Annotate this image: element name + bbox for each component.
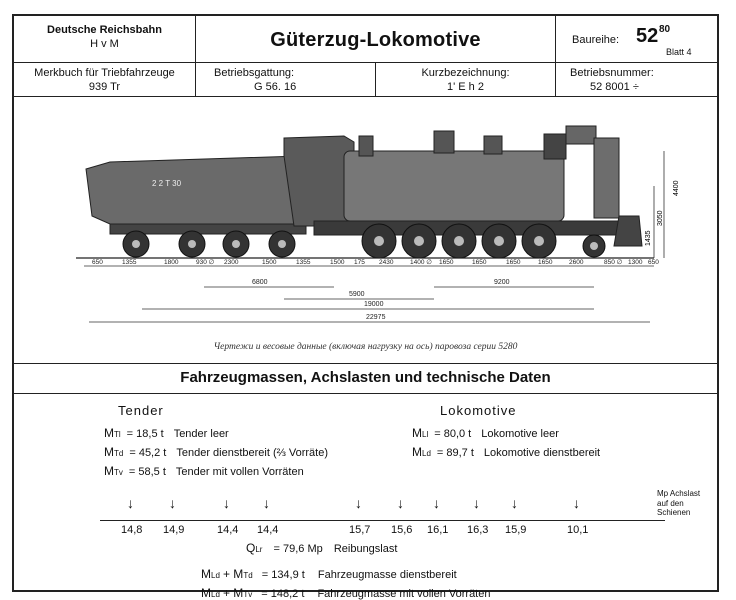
org-cell [14,16,196,63]
tender-mass-symbol: M [104,464,114,478]
dienstbereit-row [201,567,457,581]
height-dim-gauge: 1435 [645,230,652,246]
dienst-lhs: M [201,567,211,581]
header-row [14,16,717,63]
tender-mass-symbol: M [104,445,114,459]
lok-mass-sub: Ll [422,430,429,439]
bottom-dim-label: 1500 [262,259,277,266]
voll-lhs: M [201,586,211,600]
axle-load-value: 15,6 [391,524,413,536]
voll-plus: + M [222,586,244,600]
axle-arrow: ↓ [355,495,362,511]
tender-mass-value: = 45,2 t [129,447,167,459]
bottom-dim-label: 1650 [506,259,521,266]
kurz-cell [376,63,556,97]
tender-mass-sub: Td [114,449,124,458]
gattung-cell [196,63,376,97]
nummer-cell [556,63,717,97]
bottom-dim-label: 2300 [224,259,239,266]
axle-arrow: ↓ [127,495,134,511]
axle-label-3: Schienen [657,508,691,517]
lok-heading: Lokomotive [440,403,517,418]
dienst-value: = 134,9 t [261,569,305,581]
lok-mass-row [412,426,559,440]
tender-mass-value: = 58,5 t [128,466,166,478]
merkbuch-value: 939 Tr [88,81,121,93]
bottom-dim-label: 650 [92,259,103,266]
axle-load-label [657,489,700,518]
merkbuch-label: Merkbuch für Triebfahrzeuge [34,67,175,79]
reibung-sub: Lr [255,545,263,554]
dienst-lsub: Ld [211,571,220,580]
tender-mass-sub: Tv [114,468,123,477]
nummer-value: 52 8001 ÷ [590,81,639,93]
axle-baseline [100,520,665,521]
tender-mass-symbol: M [104,426,114,440]
baureihe-cell [556,16,717,63]
span-dim-label: 9200 [494,279,510,286]
axle-load-value: 14,4 [217,524,239,536]
axle-label-1: Mp Achslast [657,489,701,498]
locomotive-side-elevation [14,96,717,362]
bottom-dim-label: 1300 [628,259,643,266]
bottom-dim-label: 2600 [569,259,584,266]
axle-load-value: 15,7 [349,524,371,536]
lok-mass-value: = 89,7 t [436,447,474,459]
dienst-plus: + M [222,567,244,581]
gattung-label: Betriebsgattung: [214,67,295,79]
tender-mass-desc: Tender leer [173,428,229,440]
voll-row [201,586,490,600]
lok-mass-desc: Lokomotive leer [481,428,559,440]
sheet-title: Güterzug-Lokomotive [196,16,556,63]
reibungslast-row [246,541,397,555]
axle-load-value: 16,1 [427,524,449,536]
gattung-value: G 56. 16 [254,81,297,93]
bottom-dim-label: 1400 ∅ [410,259,432,266]
span-dim-label: 6800 [252,279,268,286]
axle-arrow: ↓ [511,495,518,511]
bottom-dim-label: 1650 [538,259,553,266]
locomotive-drawing-area [14,96,717,364]
lok-mass-row [412,445,600,459]
smokestack [544,134,566,159]
tender-marking: 2 2 T 30 [152,179,182,188]
bottom-dim-label: 850 ∅ [604,259,623,266]
axle-arrow: ↓ [473,495,480,511]
bottom-dim-label: 1800 [164,259,179,266]
voll-lsub: Ld [211,590,220,599]
bottom-dimension-labels [92,259,659,266]
axle-label-2: auf den [657,498,684,508]
voll-rsub: Tv [243,590,253,599]
axle-arrow: ↓ [397,495,404,511]
lok-mass-desc: Lokomotive dienstbereit [483,447,601,459]
axle-load-value: 14,8 [121,524,143,536]
bottom-dim-label: 2430 [379,259,394,266]
org-sub: H v M [90,38,119,50]
tender-body [86,156,304,224]
voll-desc: Fahrzeugmasse mit vollen Vorräten [317,588,491,600]
axle-arrow: ↓ [169,495,176,511]
tender-mass-row [104,426,229,440]
bottom-dim-label: 1355 [122,259,137,266]
tender-mass-value: = 18,5 t [126,428,164,440]
merkbuch-cell [14,63,196,97]
bottom-dim-label: 650 [648,259,659,266]
bottom-dim-label: 1355 [296,259,311,266]
dienst-desc: Fahrzeugmasse dienstbereit [317,569,457,581]
axle-arrow: ↓ [433,495,440,511]
nummer-label: Betriebsnummer: [570,67,654,79]
span-dim-label: 19000 [364,301,384,308]
height-dim-overall: 4400 [673,180,680,196]
technical-data [14,393,717,600]
bottom-dim-label: 1500 [330,259,345,266]
span-dim-label: 22975 [366,314,386,321]
axle-load-value: 14,4 [257,524,279,536]
tender-mass-sub: Tl [114,430,121,439]
lok-mass-symbol: M [412,426,422,440]
lok-mass-sub: Ld [422,449,431,458]
axle-load-value: 16,3 [467,524,489,536]
axle-arrow: ↓ [573,495,580,511]
span-dim-label: 5900 [349,291,365,298]
axle-load-value: 15,9 [505,524,527,536]
axle-load-value: 14,9 [163,524,185,536]
drawing-caption: Чертежи и весовые данные (включая нагрузку на ось) паровоза серии 5280 [213,342,518,352]
tender-mass-row [104,464,304,478]
blatt-label: Blatt 4 [666,47,692,57]
bottom-dim-label: 1650 [439,259,454,266]
baureihe-value: 52 [636,25,659,47]
kurz-value: 1' E h 2 [447,81,484,93]
dienst-rsub: Td [243,571,253,580]
bottom-dim-label: 1650 [472,259,487,266]
org-name: Deutsche Reichsbahn [47,24,162,36]
reibung-symbol: Q [246,541,256,555]
kurz-label: Kurzbezeichnung: [421,67,510,79]
section-title: Fahrzeugmassen, Achslasten und technische Daten [14,363,717,394]
tender-mass-desc: Tender mit vollen Vorräten [175,466,304,478]
reibung-value: = 79,6 Mp [273,543,323,555]
axle-load-value: 10,1 [567,524,589,536]
boiler [344,151,564,221]
reibung-desc: Reibungslast [333,543,398,555]
lok-mass-value: = 80,0 t [434,428,472,440]
bottom-dim-label: 175 [354,259,365,266]
voll-value: = 148,2 t [261,588,305,600]
tender-mass-desc: Tender dienstbereit (⅔ Vorräte) [176,447,328,459]
axle-arrow: ↓ [263,495,270,511]
bottom-dim-label: 930 ∅ [196,259,215,266]
baureihe-label: Baureihe: [572,34,620,46]
tender-mass-row [104,445,328,459]
data-sheet [12,14,719,600]
info-row [14,63,717,97]
lok-mass-symbol: M [412,445,422,459]
span-dimension-labels [252,279,510,321]
height-dim-mid: 3050 [657,210,664,226]
tender-heading: Tender [118,403,164,418]
axle-arrow: ↓ [223,495,230,511]
baureihe-sup: 80 [659,24,671,35]
